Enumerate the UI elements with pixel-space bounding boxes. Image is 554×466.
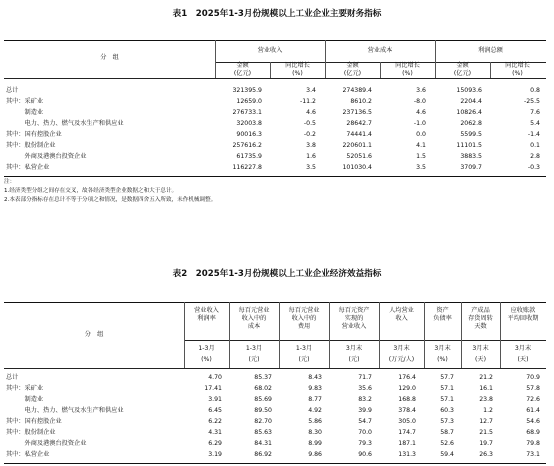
value-cell: 83.2 (358, 396, 372, 403)
value-cell: 21.5 (479, 429, 493, 436)
value-cell: 168.8 (398, 396, 416, 403)
value-cell: 26.3 (479, 451, 493, 458)
value-cell: 32003.8 (236, 120, 262, 127)
value-cell: -1.4 (527, 131, 540, 138)
value-cell: 23.8 (479, 396, 493, 403)
unit-label: (%) (201, 356, 212, 363)
value-cell: 2204.4 (460, 98, 482, 105)
row-label: 制造业 (6, 109, 44, 116)
value-cell: 274389.4 (342, 87, 372, 94)
value-cell: 90.6 (358, 451, 372, 458)
value-cell: 85.69 (254, 396, 272, 403)
value-cell: 176.4 (398, 374, 416, 381)
value-cell: 15093.6 (456, 87, 482, 94)
value-cell: -25.5 (523, 98, 540, 105)
value-cell: 12.7 (479, 418, 493, 425)
table-row (4, 96, 546, 107)
value-cell: -0.3 (527, 164, 540, 171)
value-cell: -0.5 (303, 120, 316, 127)
col-group-cost: 营业成本 (367, 47, 393, 54)
col-group-revenue: 营业收入 (257, 47, 283, 54)
sub-header: 同比增长 (%) (505, 62, 530, 77)
value-cell: 4.6 (416, 109, 426, 116)
group-header: 分 组 (84, 331, 104, 338)
value-cell: 378.4 (398, 407, 416, 414)
value-cell: 2062.8 (460, 120, 482, 127)
table1-title: 表1 2025年1-3月份规模以上工业企业主要财务指标 (172, 9, 382, 19)
row-label: 其中：国有控股企业 (6, 418, 62, 425)
sub-header: 金额 (亿元) (343, 62, 362, 77)
value-cell: 52.6 (440, 440, 454, 447)
unit-label: (天) (474, 356, 486, 363)
value-cell: 3.5 (306, 164, 316, 171)
value-cell: 21.2 (479, 374, 493, 381)
value-cell: 79.8 (526, 440, 540, 447)
row-label: 总计 (6, 87, 19, 94)
value-cell: 305.0 (398, 418, 416, 425)
group-header: 分 组 (100, 54, 119, 61)
column-header: 每百元营业 收入中的 费用 (288, 307, 320, 330)
unit-label: (元) (348, 356, 360, 363)
value-cell: 5599.5 (460, 131, 482, 138)
value-cell: 35.6 (358, 385, 372, 392)
value-cell: 0.8 (530, 87, 540, 94)
value-cell: 59.4 (440, 451, 454, 458)
period-label: 3月末 (514, 345, 532, 352)
value-cell: 54.7 (358, 418, 372, 425)
value-cell: 220601.1 (342, 142, 372, 149)
row-label: 其中：股份制企业 (6, 429, 56, 436)
value-cell: 8.99 (308, 440, 322, 447)
column-header: 人均营业 收入 (389, 307, 414, 322)
value-cell: 57.7 (440, 374, 454, 381)
value-cell: 3.6 (416, 87, 426, 94)
value-cell: 17.41 (204, 385, 222, 392)
row-label: 其中：股份制企业 (6, 142, 56, 149)
table-row (4, 449, 546, 460)
value-cell: 7.6 (530, 109, 540, 116)
value-cell: 85.37 (254, 374, 272, 381)
table-row (4, 140, 546, 151)
value-cell: 61735.9 (236, 153, 262, 160)
row-label: 其中：国有控股企业 (6, 131, 62, 138)
value-cell: 74441.4 (346, 131, 372, 138)
value-cell: 90016.3 (236, 131, 262, 138)
value-cell: 72.6 (526, 396, 540, 403)
value-cell: 8.30 (308, 429, 322, 436)
value-cell: 276733.1 (232, 109, 262, 116)
value-cell: 4.92 (308, 407, 322, 414)
table1-note-1: 1.经济类型分组之间存在交叉，故各经济类型企业数据之和大于总计。 (4, 188, 178, 194)
value-cell: 79.3 (358, 440, 372, 447)
value-cell: 2.8 (530, 153, 540, 160)
sub-header: 金额 (亿元) (233, 62, 252, 77)
value-cell: 6.22 (208, 418, 222, 425)
row-label: 其中：私营企业 (6, 164, 50, 171)
row-label: 外商及港澳台投资企业 (6, 153, 87, 160)
table1-note-2: 2.本表部分指标存在总计不等于分项之和情况，是数据四舍五入所致，未作机械调整。 (4, 197, 217, 203)
value-cell: 3.4 (306, 87, 316, 94)
table2-title: 表2 2025年1-3月份规模以上工业企业经济效益指标 (172, 269, 382, 279)
value-cell: 5.86 (308, 418, 322, 425)
table-row (4, 162, 546, 173)
table-row (4, 438, 546, 449)
value-cell: 1.6 (306, 153, 316, 160)
table-row (4, 405, 546, 416)
value-cell: 58.7 (440, 429, 454, 436)
period-label: 3月末 (345, 345, 363, 352)
period-label: 1-3月 (295, 345, 313, 352)
value-cell: 3.5 (416, 164, 426, 171)
period-label: 3月末 (393, 345, 410, 352)
value-cell: 3709.7 (460, 164, 482, 171)
value-cell: 6.45 (208, 407, 222, 414)
table-row (4, 151, 546, 162)
unit-label: (%) (437, 356, 448, 363)
value-cell: 57.3 (440, 418, 454, 425)
value-cell: 57.8 (526, 385, 540, 392)
value-cell: 8610.2 (350, 98, 372, 105)
value-cell: 0.1 (530, 142, 540, 149)
value-cell: 6.29 (208, 440, 222, 447)
value-cell: 10826.4 (456, 109, 482, 116)
value-cell: 4.70 (208, 374, 222, 381)
value-cell: 61.4 (526, 407, 540, 414)
column-header: 每百元营业 收入中的 成本 (238, 307, 270, 330)
period-label: 1-3月 (198, 345, 215, 352)
sub-header: 金额 (亿元) (453, 62, 472, 77)
value-cell: 8.43 (308, 374, 322, 381)
value-cell: 68.02 (254, 385, 272, 392)
value-cell: 187.1 (398, 440, 416, 447)
table-row (4, 107, 546, 118)
row-label: 制造业 (6, 396, 44, 403)
value-cell: 131.3 (398, 451, 416, 458)
value-cell: 3.8 (306, 142, 316, 149)
value-cell: 8.77 (308, 396, 322, 403)
value-cell: 9.83 (308, 385, 322, 392)
value-cell: 89.50 (254, 407, 272, 414)
row-label: 其中：采矿业 (6, 385, 44, 392)
value-cell: 174.7 (398, 429, 416, 436)
value-cell: 52051.6 (346, 153, 372, 160)
value-cell: -8.0 (413, 98, 426, 105)
value-cell: 68.9 (526, 429, 540, 436)
value-cell: -1.0 (413, 120, 426, 127)
value-cell: 116227.8 (232, 164, 262, 171)
value-cell: -0.2 (303, 131, 316, 138)
column-header: 营业收入 利润率 (194, 307, 219, 322)
value-cell: 70.0 (358, 429, 372, 436)
table-row (4, 118, 546, 129)
value-cell: 19.7 (479, 440, 493, 447)
table-row (4, 372, 546, 383)
value-cell: 39.9 (358, 407, 372, 414)
value-cell: 129.0 (398, 385, 416, 392)
col-group-profit: 利润总额 (478, 47, 503, 54)
row-label: 总计 (6, 374, 19, 381)
value-cell: 9.86 (308, 451, 322, 458)
value-cell: 1.5 (416, 153, 426, 160)
value-cell: 57.1 (440, 385, 454, 392)
value-cell: 11101.5 (456, 142, 482, 149)
table-row (4, 416, 546, 427)
value-cell: 3.19 (208, 451, 222, 458)
unit-label: (元) (248, 356, 260, 363)
value-cell: 3.91 (208, 396, 222, 403)
value-cell: 0.0 (416, 131, 426, 138)
value-cell: 86.92 (254, 451, 272, 458)
sub-header: 同比增长 (%) (285, 62, 310, 77)
value-cell: 4.31 (208, 429, 222, 436)
value-cell: 4.6 (306, 109, 316, 116)
row-label: 外商及港澳台投资企业 (6, 440, 87, 447)
value-cell: 54.6 (526, 418, 540, 425)
value-cell: 5.4 (530, 120, 540, 127)
value-cell: 257616.2 (232, 142, 262, 149)
value-cell: 28642.7 (346, 120, 372, 127)
table-row (4, 427, 546, 438)
value-cell: 12659.0 (236, 98, 262, 105)
table-row (4, 394, 546, 405)
period-label: 3月末 (472, 345, 489, 352)
table-row (4, 85, 546, 96)
value-cell: 84.31 (254, 440, 272, 447)
period-label: 1-3月 (245, 345, 263, 352)
value-cell: 3883.5 (460, 153, 482, 160)
table-row (4, 383, 546, 394)
period-label: 3月末 (434, 345, 451, 352)
value-cell: 70.9 (526, 374, 540, 381)
sub-header: 同比增长 (%) (395, 62, 420, 77)
column-header: 资产 负债率 (433, 307, 452, 322)
unit-label: (天) (517, 356, 529, 363)
row-label: 电力、热力、燃气及水生产和供应业 (6, 407, 124, 414)
value-cell: -11.2 (299, 98, 316, 105)
row-label: 其中：采矿业 (6, 98, 44, 105)
column-header: 每百元资产 实现的 营业收入 (338, 307, 370, 330)
unit-label: (元) (298, 356, 310, 363)
value-cell: 1.2 (483, 407, 493, 414)
value-cell: 321395.9 (232, 87, 262, 94)
value-cell: 237136.5 (342, 109, 372, 116)
value-cell: 57.1 (440, 396, 454, 403)
value-cell: 101030.4 (342, 164, 372, 171)
table1-note-heading: 注： (4, 179, 16, 185)
table-row (4, 129, 546, 140)
row-label: 其中：私营企业 (6, 451, 50, 458)
value-cell: 73.1 (526, 451, 540, 458)
column-header: 产成品 存货周转 天数 (468, 307, 493, 330)
unit-label: (万元/人) (388, 356, 415, 363)
column-header: 应收账款 平均回收期 (507, 307, 539, 322)
value-cell: 71.7 (358, 374, 372, 381)
value-cell: 85.63 (254, 429, 272, 436)
row-label: 电力、热力、燃气及水生产和供应业 (6, 120, 124, 127)
value-cell: 82.70 (254, 418, 272, 425)
value-cell: 4.1 (416, 142, 426, 149)
value-cell: 16.1 (479, 385, 493, 392)
value-cell: 60.3 (440, 407, 454, 414)
